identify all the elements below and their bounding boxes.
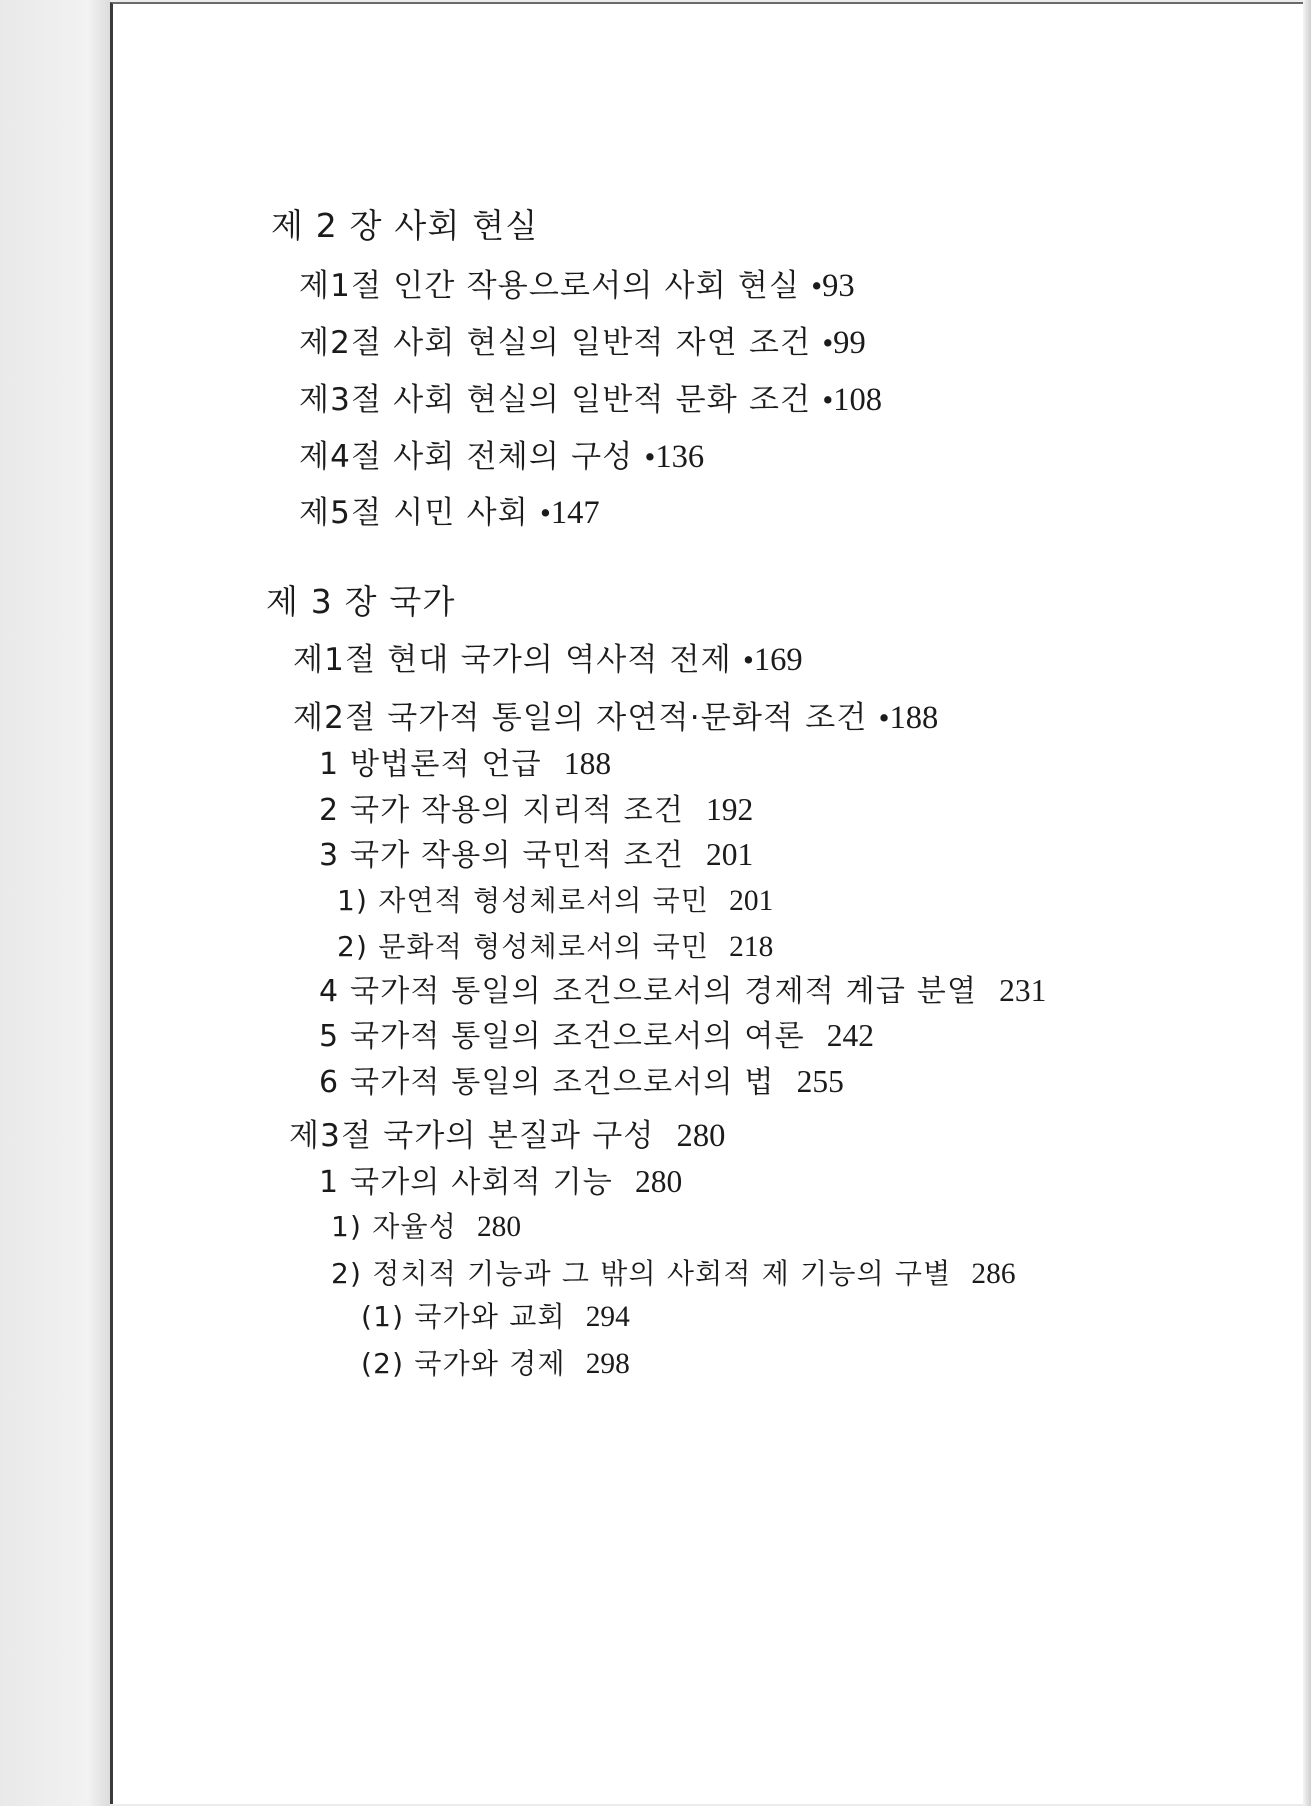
page-number: 286 (971, 1258, 1016, 1290)
table-of-contents (113, 4, 1303, 1804)
bullet-separator: • (878, 700, 890, 735)
toc-entry-label: (2) 국가와 경제 (361, 1347, 566, 1380)
chapter-2-title-text: 제 2 장 사회 현실 (271, 206, 539, 245)
page-number: 280 (676, 1118, 726, 1154)
toc-subentry (319, 971, 1046, 1012)
toc-entry-label: 제2절 국가적 통일의 자연적·문화적 조건 (293, 700, 868, 736)
toc-entry-label: 1) 자율성 (331, 1210, 457, 1243)
toc-entry-label: 제2절 사회 현실의 일반적 자연 조건 (299, 325, 812, 361)
toc-entry-label: 제1절 현대 국가의 역사적 전제 (293, 642, 732, 678)
page-number: 231 (999, 973, 1047, 1008)
page-number: 218 (729, 931, 774, 963)
toc-entry-label: 제1절 인간 작용으로서의 사회 현실 (299, 268, 801, 304)
page-number: 294 (585, 1301, 630, 1333)
toc-subentry (361, 1344, 630, 1384)
toc-entry-label: 제5절 시민 사회 (299, 495, 529, 531)
page-number: 147 (550, 495, 600, 531)
toc-entry-label: 2 국가 작용의 지리적 조건 (319, 793, 685, 828)
toc-subentry (319, 744, 611, 785)
toc-subentry (319, 1162, 682, 1203)
page-number: 169 (753, 642, 803, 678)
toc-subentry (337, 881, 773, 921)
page-number: 298 (585, 1348, 630, 1380)
toc-subentry (337, 927, 773, 967)
scan-left-margin (0, 0, 110, 1806)
page-number: 188 (563, 746, 612, 781)
chapter-3-title (266, 582, 456, 622)
toc-entry-label: 제3절 국가의 본질과 구성 (289, 1118, 655, 1154)
page-number: 192 (706, 792, 754, 827)
toc-entry-label: 제4절 사회 전체의 구성 (299, 439, 634, 475)
toc-entry-ch3-sec1 (293, 640, 803, 680)
bullet-separator: • (742, 642, 754, 677)
toc-entry-ch2-sec5 (299, 493, 600, 533)
toc-entry-ch3-sec2 (293, 698, 938, 738)
bullet-separator: • (822, 382, 834, 417)
chapter-3-title-text: 제 3 장 국가 (266, 582, 456, 621)
page-number: 255 (796, 1064, 844, 1099)
page-number: 108 (833, 382, 882, 418)
page-number: 188 (889, 700, 939, 736)
page-number: 280 (634, 1164, 683, 1199)
toc-entry-label: 1) 자연적 형성체로서의 국민 (337, 884, 710, 917)
scan-right-edge (1303, 0, 1311, 1806)
page-number: 201 (706, 837, 754, 872)
toc-entry-label: 5 국가적 통일의 조건으로서의 여론 (319, 1019, 805, 1054)
page-number: 99 (833, 325, 866, 361)
toc-entry-ch2-sec4 (299, 437, 704, 477)
toc-entry-label: 제3절 사회 현실의 일반적 문화 조건 (299, 382, 812, 418)
page-number: 93 (822, 268, 855, 304)
toc-entry-label: 2) 문화적 형성체로서의 국민 (337, 930, 710, 963)
toc-entry-label: 2) 정치적 기능과 그 밖의 사회적 제 기능의 구별 (331, 1257, 952, 1290)
toc-subentry (319, 835, 753, 876)
chapter-2-title (271, 206, 538, 246)
bullet-separator: • (822, 325, 834, 360)
toc-subentry (331, 1207, 521, 1247)
book-page (110, 2, 1303, 1804)
toc-subentry (361, 1297, 630, 1337)
toc-entry-label: 4 국가적 통일의 조건으로서의 경제적 계급 분열 (319, 974, 978, 1009)
page-number: 242 (826, 1018, 875, 1053)
page-number: 201 (729, 885, 774, 917)
toc-subentry (319, 1062, 844, 1103)
toc-entry-label: 1 방법론적 언급 (319, 747, 542, 782)
toc-subentry (319, 1016, 874, 1057)
toc-entry-label: 1 국가의 사회적 기능 (319, 1165, 613, 1200)
toc-entry-ch2-sec1 (299, 266, 855, 306)
bullet-separator: • (811, 268, 823, 303)
toc-subentry (319, 790, 753, 831)
toc-entry-label: (1) 국가와 교회 (361, 1300, 566, 1333)
toc-subentry (331, 1254, 1016, 1294)
toc-entry-ch3-sec3 (289, 1116, 725, 1156)
page-number: 280 (476, 1211, 522, 1243)
toc-entry-label: 3 국가 작용의 국민적 조건 (319, 838, 685, 873)
toc-entry-ch2-sec2 (299, 323, 866, 363)
toc-entry-label: 6 국가적 통일의 조건으로서의 법 (319, 1065, 775, 1100)
bullet-separator: • (644, 439, 656, 474)
page-number: 136 (655, 439, 705, 475)
toc-entry-ch2-sec3 (299, 380, 882, 420)
bullet-separator: • (539, 495, 551, 530)
